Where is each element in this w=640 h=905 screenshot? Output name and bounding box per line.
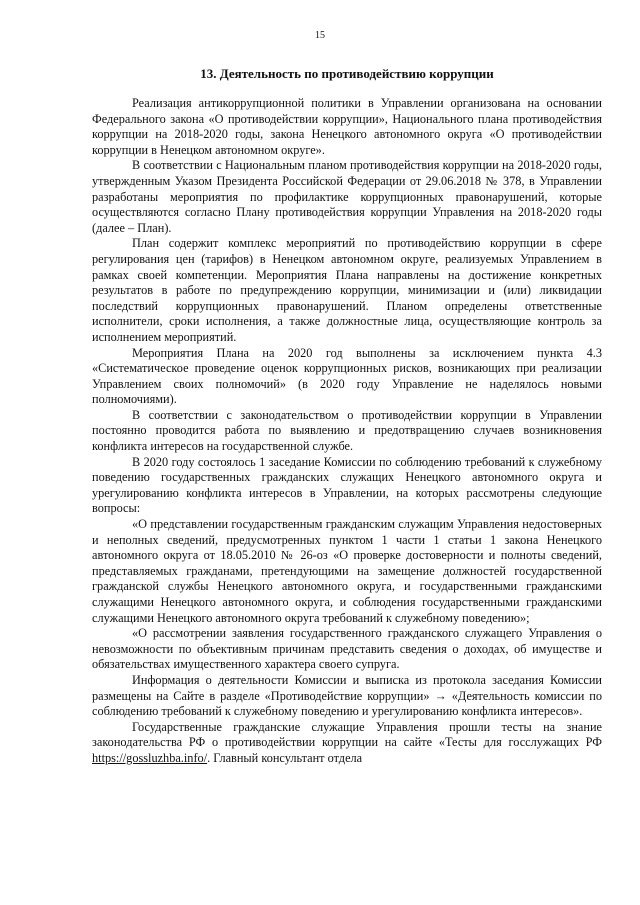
paragraph: В 2020 году состоялось 1 заседание Комиссии по соблюдению требований к служебному поведению государственных гражданских служащих Ненецкого автономного округа и урегулированию конфликта интересов в Управлении, на которых рассмотрены следующие вопросы:: [92, 454, 602, 516]
gossluzhba-link[interactable]: https://gossluzhba.info/: [92, 750, 208, 765]
paragraph-last: [92, 720, 602, 767]
paragraph: Информация о деятельности Комиссии и выписка из протокола заседания Комиссии размещены на Сайте в разделе «Противодействие коррупции» → «Деятельность комиссии по соблюдению требований к служебному поведению и урегулированию конфликта интересов».: [92, 672, 602, 719]
body-text: [92, 96, 602, 767]
section-heading: 13. Деятельность по противодействию коррупции: [200, 66, 494, 81]
paragraph-text: . Главный консультант отдела: [207, 750, 363, 765]
paragraph: План содержит комплекс мероприятий по противодействию коррупции в сфере регулирования цен (тарифов) в Ненецком автономном округе, реализуемых Управлением в рамках своей компетенции. Мероприятия Плана направлены на достижение конкретных результатов в работе по предупреждению коррупции, минимизации и (или) ликвидации последствий коррупционных правонарушений. Планом определены ответственные исполнители, сроки исполнения, а также должностные лица, осуществляющие контроль за исполнением мероприятий.: [92, 236, 602, 344]
paragraph-text: Государственные гражданские служащие Управления прошли тесты на знание законодательства РФ о противодействии коррупции на сайте «Тесты для госслужащих РФ: [92, 719, 602, 750]
paragraph: В соответствии с законодательством о противодействии коррупции в Управлении постоянно проводится работа по выявлению и предотвращению случаев возникновения конфликта интересов на государственной службе.: [92, 407, 602, 454]
paragraph: «О представлении государственным гражданским служащим Управления недостоверных и неполных сведений, предусмотренных пунктом 1 части 1 статьи 1 закона Ненецкого автономного округа от 18.05.2010 № 26-оз «О проверке достоверности и полноты сведений, представляемых гражданами, претендующими на замещение должностей государственной гражданской службы Ненецкого автономного округа, и государственными гражданскими служащими Ненецкого автономного округа, и соблюдения государственными гражданскими служащими Ненецкого автономного округа требований к служебному поведению»;: [92, 517, 602, 625]
page-number: 15: [315, 30, 325, 41]
paragraph: В соответствии с Национальным планом противодействия коррупции на 2018-2020 годы, утвержденным Указом Президента Российской Федерации от 29.06.2018 № 378, в Управлении разработаны мероприятия по профилактике коррупционных правонарушений, которые осуществляются согласно Плану противодействия коррупции Управления на 2018-2020 годы (далее – План).: [92, 158, 602, 235]
paragraph: Мероприятия Плана на 2020 год выполнены за исключением пункта 4.3 «Систематическое проведение оценок коррупционных рисков, возникающих при реализации Управлением своих полномочий» (в 2020 году Управление не наделялось новыми полномочиями).: [92, 345, 602, 407]
paragraph: Реализация антикоррупционной политики в Управлении организована на основании Федерального закона «О противодействии коррупции», Национального плана противодействия коррупции на 2018-2020 годы, закона Ненецкого автономного округа «О противодействии коррупции в Ненецком автономном округе».: [92, 96, 602, 157]
paragraph: «О рассмотрении заявления государственного гражданского служащего Управления о невозможности по объективным причинам представить сведения о доходах, об имуществе и обязательствах имущественного характера своего супруга.: [92, 626, 602, 672]
